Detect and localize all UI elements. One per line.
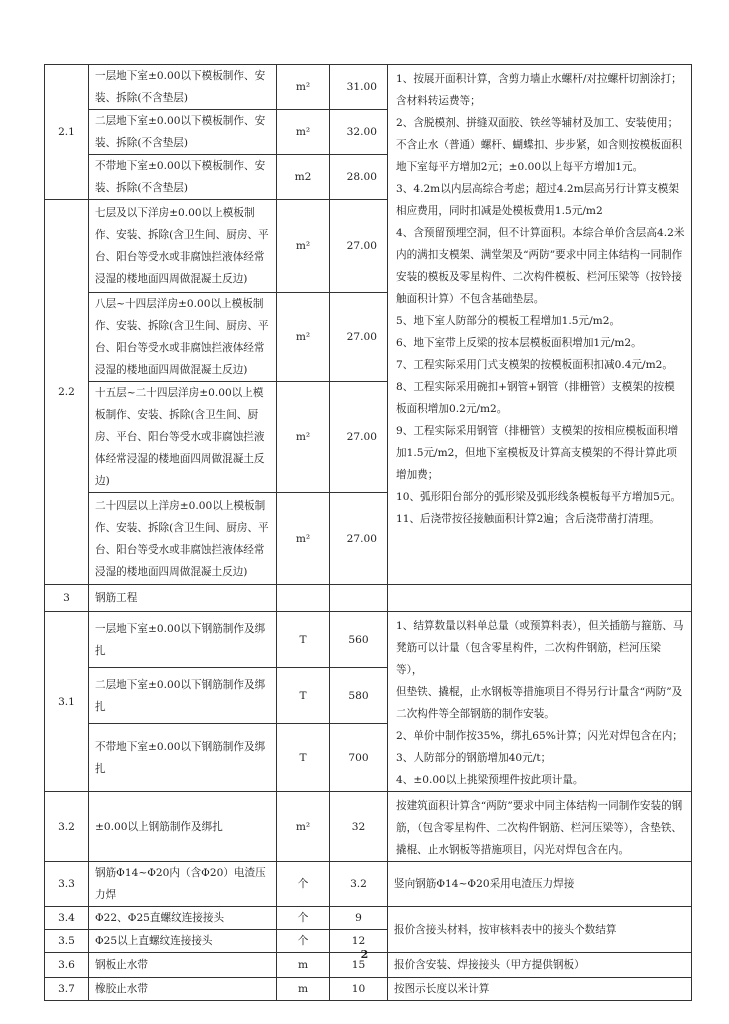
item-description: 橡胶止水带: [89, 978, 277, 1001]
note-line: 3、人防部分的钢筋增加40元/t；: [396, 752, 552, 764]
item-description: 八层~十四层洋房±0.00以上模板制作、安装、拆除(含卫生间、厨房、平台、阳台等受水或非腐蚀拦液体经常浸湿的楼地面四周做混凝土反边): [89, 293, 277, 382]
table-row: [45, 792, 692, 862]
item-price: 27.00: [330, 382, 388, 493]
note-line: 3、4.2m以内层高综合考虑；超过4.2m层高另行计算支模架相应费用，同时扣减是处模板费用1.5元/m2: [396, 183, 679, 217]
item-number: 3.3: [45, 862, 89, 907]
note-line: 1、结算数量以料单总量（或预算料表），但关插筋与箍筋、马凳筋可以计量（包含零星构件，二次构件钢筋，栏河压梁等），: [396, 620, 684, 676]
item-unit: 个: [277, 862, 330, 907]
note-line: 4、含预留预埋空洞，但不计算面积。本综合单价含层高4.2米内的满扣支模架、满堂架及“两防”要求中同主体结构一同制作安装的模板及零星构件、二次构件模板、栏河压梁等（按铃接触面积计算）不包含基础垫层。: [396, 227, 685, 305]
table-row: [45, 978, 692, 1001]
item-note: 按图示长度以米计算: [388, 978, 692, 1001]
item-description: 一层地下室±0.00以下钢筋制作及绑扎: [89, 612, 277, 668]
item-description: Φ22、Φ25直螺纹连接接头: [89, 907, 277, 930]
note-line: 10、弧形阳台部分的弧形梁及弧形线条模板每平方增加5元。: [396, 491, 682, 503]
note-line: 1、按展开面积计算，含剪力墙止水螺杆/对拉螺杆切割涂打；含材料转运费等；: [396, 73, 682, 107]
item-unit: m²: [277, 493, 330, 585]
item-description: 七层及以下洋房±0.00以上模板制作、安装、拆除(含卫生间、厨房、平台、阳台等受水或非腐蚀拦液体经常浸湿的楼地面四周做混凝土反边): [89, 200, 277, 293]
item-price: 31.00: [330, 65, 388, 110]
item-unit: m²: [277, 382, 330, 493]
page-number: 2: [360, 948, 369, 961]
note-line: 9、工程实际采用钢管（排栅管）支模架的按相应模板面积增加1.5元/m2，但地下室模板及计算高支模架的不得计算此项增加费；: [396, 425, 679, 481]
item-unit: T: [277, 668, 330, 724]
item-price: 27.00: [330, 493, 388, 585]
item-description: 不带地下室±0.00以下钢筋制作及绑扎: [89, 724, 277, 792]
table-row: [45, 65, 692, 110]
item-unit: T: [277, 612, 330, 668]
item-price: 10: [330, 978, 388, 1001]
item-description: 不带地下室±0.00以下模板制作、安装、拆除(不含垫层): [89, 155, 277, 200]
item-unit: m²: [277, 200, 330, 293]
note-line: 11、后浇带按径接触面积计算2遍；含后浇带凿打清理。: [396, 513, 660, 525]
note-line: 5、地下室人防部分的模板工程增加1.5元/m2。: [396, 315, 621, 327]
item-number: 3.7: [45, 978, 89, 1001]
item-number: 3.4: [45, 907, 89, 930]
section-header-row: [45, 585, 692, 612]
item-unit: m²: [277, 110, 330, 155]
item-unit: T: [277, 724, 330, 792]
item-note: 按建筑面积计算含“两防”要求中同主体结构一同制作安装的钢筋，（包含零星构件、二次构件钢筋、栏河压梁等），含垫铁、撬棍、止水钢板等措施项目，闪光对焊包含在内。: [388, 792, 692, 862]
note-line: 6、地下室带上反梁的按本层模板面积增加1元/m2。: [396, 337, 642, 349]
item-description: 二层地下室±0.00以下钢筋制作及绑扎: [89, 668, 277, 724]
item-price: 27.00: [330, 293, 388, 382]
note-line: 4、±0.00以上挑梁预埋件按此项计量。: [396, 774, 584, 786]
item-unit: m2: [277, 155, 330, 200]
item-note: 竖向钢筋Φ14~Φ20采用电渣压力焊接: [388, 862, 692, 907]
item-unit: 个: [277, 930, 330, 953]
item-price: 580: [330, 668, 388, 724]
notes-formwork: [388, 65, 692, 585]
note-line: 2、含脱模剂、拼缝双面胶、铁丝等辅材及加工、安装使用；不含止水（普通）螺杆、蝴蝶扣、步步紧，如含则按模板面积地下室每平方增加2元；±0.00以上每平方增加1元。: [396, 117, 683, 173]
item-unit: m: [277, 953, 330, 978]
item-price: 32: [330, 792, 388, 862]
item-price: 15: [330, 953, 388, 978]
item-number: 3.5: [45, 930, 89, 953]
item-number: 3.1: [45, 612, 89, 792]
notes-rebar: [388, 612, 692, 792]
item-price: 9: [330, 907, 388, 930]
section-title: 钢筋工程: [89, 585, 277, 612]
item-description: 钢板止水带: [89, 953, 277, 978]
note-line: 8、工程实际采用碗扣+钢管+钢管（排栅管）支模架的按模板面积增加0.2元/m2。: [396, 381, 675, 415]
item-price: 560: [330, 612, 388, 668]
item-number: 2.1: [45, 65, 89, 200]
quotation-table: [44, 64, 692, 1001]
item-description: 钢筋Φ14~Φ20内（含Φ20）电渣压力焊: [89, 862, 277, 907]
item-price: 32.00: [330, 110, 388, 155]
item-number: 3.6: [45, 953, 89, 978]
table-row: [45, 907, 692, 930]
item-price: 28.00: [330, 155, 388, 200]
item-description: 二层地下室±0.00以下模板制作、安装、拆除(不含垫层): [89, 110, 277, 155]
table-row: [45, 612, 692, 668]
table-row: [45, 862, 692, 907]
item-price: 3.2: [330, 862, 388, 907]
item-number: 3.2: [45, 792, 89, 862]
item-price: 700: [330, 724, 388, 792]
item-description: 二十四层以上洋房±0.00以上模板制作、安装、拆除(含卫生间、厨房、平台、阳台等受水或非腐蚀拦液体经常浸湿的楼地面四周做混凝土反边): [89, 493, 277, 585]
item-description: 十五层~二十四层洋房±0.00以上模板制作、安装、拆除(含卫生间、厨房、平台、阳台等受水或非腐蚀拦液体经常浸湿的楼地面四周做混凝土反边): [89, 382, 277, 493]
note-line: 但垫铁、撬棍，止水钢板等措施项目不得另行计量含“两防”及二次构件等全部钢筋的制作安装。: [396, 686, 683, 720]
item-price: 12: [330, 930, 388, 953]
item-unit: m²: [277, 65, 330, 110]
item-description: Φ25以上直螺纹连接接头: [89, 930, 277, 953]
item-unit: 个: [277, 907, 330, 930]
item-unit: m²: [277, 293, 330, 382]
note-line: 2、单价中制作按35%，绑扎65%计算；闪光对焊包含在内；: [396, 730, 683, 742]
item-description: 一层地下室±0.00以下模板制作、安装、拆除(不含垫层): [89, 65, 277, 110]
section-number: 3: [45, 585, 89, 612]
item-unit: m: [277, 978, 330, 1001]
item-unit: m²: [277, 792, 330, 862]
item-price: 27.00: [330, 200, 388, 293]
item-number: 2.2: [45, 200, 89, 585]
note-line: 7、工程实际采用门式支模架的按模板面积扣减0.4元/m2。: [396, 359, 674, 371]
item-description: ±0.00以上钢筋制作及绑扎: [89, 792, 277, 862]
item-note: 报价含安装、焊接接头（甲方提供钢板）: [388, 953, 692, 978]
item-note: 报价含接头材料，按审核料表中的接头个数结算: [388, 907, 692, 953]
